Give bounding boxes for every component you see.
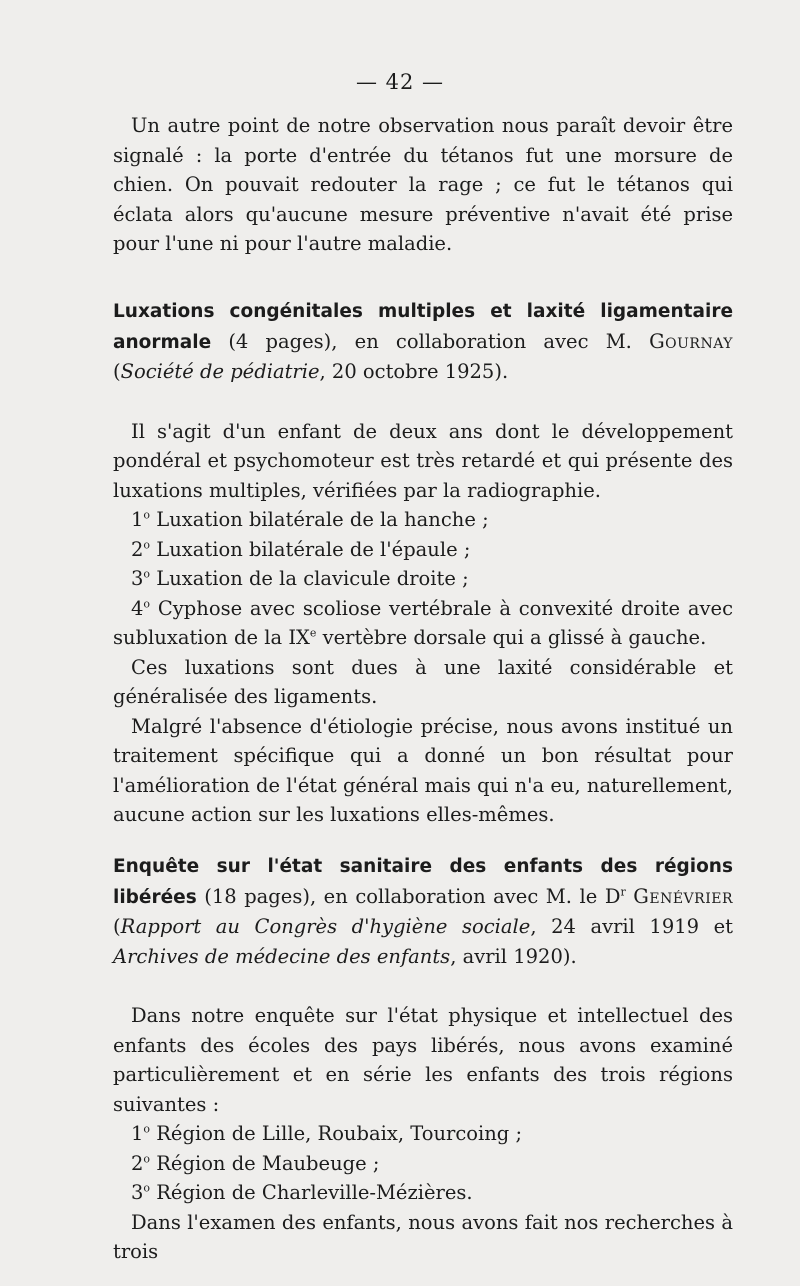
section-luxations <box>113 296 733 830</box>
item-number: 4 <box>131 596 144 620</box>
list-item <box>113 1119 733 1149</box>
intro-paragraph: Un autre point de notre observation nous paraît devoir être signalé : la porte d'entrée du tétanos fut une morsure de chien. On pouvait redouter la rage ; ce fut le tétanos qui éclata alors qu'aucune mesure préventive n'avait été prise pour l'une ni pour l'autre maladie. <box>113 114 733 255</box>
item-text: Région de Maubeuge ; <box>156 1151 380 1175</box>
item-text: Luxation de la clavicule droite ; <box>156 567 469 590</box>
ref-pages: (4 pages), en collaboration avec M. <box>211 329 650 353</box>
item-number: 2 <box>131 1151 144 1175</box>
ref-mid: , 24 avril 1919 et <box>530 915 733 938</box>
section-paragraph: Dans l'examen des enfants, nous avons fait nos recherches à trois <box>113 1210 733 1263</box>
ref-author: Genévrier <box>633 884 733 908</box>
item-number: 3 <box>131 1181 144 1204</box>
ordinal-mark: o <box>143 508 151 522</box>
section-title: Enquête sur l'état sanitaire des enfants des régions libérées <box>113 856 733 908</box>
item-number: 3 <box>131 567 144 590</box>
ref-journal: Archives de médecine des enfants <box>113 944 451 968</box>
list-item <box>113 1178 733 1208</box>
ref-paren: ( <box>113 915 121 938</box>
item-number: 1 <box>131 1122 144 1145</box>
ordinal-mark: o <box>143 1122 151 1136</box>
list-item <box>113 564 733 594</box>
section-luxations-heading <box>113 296 733 387</box>
section-enquete <box>113 851 733 1267</box>
ordinal-mark: o <box>143 538 151 551</box>
list-item <box>113 1149 733 1179</box>
item-text: Cyphose avec scoliose vertébrale à convexité droite avec subluxation de la IX <box>113 596 734 649</box>
section-paragraph: Ces luxations sont dues à une laxité considérable et généralisée des ligaments. <box>113 655 733 708</box>
ordinal-mark: o <box>143 567 151 581</box>
dr-sup: r <box>620 885 626 898</box>
intro-block <box>113 111 733 259</box>
section-paragraph: Malgré l'absence d'étiologie précise, nous avons institué un traitement spécifique qui a donné un bon résultat pour l'amélioration de l'état général mais qui n'a eu, naturellement, aucune action sur les luxations elles-mêmes. <box>113 714 733 826</box>
section-enquete-heading <box>113 851 733 971</box>
ref-date: , 20 octobre 1925). <box>319 360 509 383</box>
section-title: Luxations congénitales multiples et laxité ligamentaire anormale <box>113 301 733 353</box>
ref-pages: (18 pages), en collaboration avec M. le D <box>196 884 621 908</box>
item-text: vertèbre dorsale qui a glissé à gauche. <box>316 626 707 649</box>
ordinal-mark: o <box>143 1152 151 1165</box>
ref-journal: Société de pédiatrie <box>120 360 320 383</box>
item-number: 2 <box>131 537 144 561</box>
ordinal-mark: e <box>309 626 317 640</box>
item-text: Luxation bilatérale de l'épaule ; <box>156 537 471 561</box>
item-number: 1 <box>131 508 144 531</box>
section-paragraph: Dans notre enquête sur l'état physique et intellectuel des enfants des écoles des pays libérés, nous avons examiné particulièrement et en série les enfants des trois régions suivantes : <box>113 1004 733 1116</box>
ref-author: Gournay <box>649 329 733 353</box>
item-text: Région de Charleville-Mézières. <box>156 1181 473 1204</box>
ref-date: , avril 1920). <box>450 944 577 968</box>
page-number: — 42 — <box>355 70 445 94</box>
ref-paren: ( <box>113 360 121 383</box>
ordinal-mark: o <box>143 1181 151 1195</box>
item-text: Région de Lille, Roubaix, Tourcoing ; <box>156 1122 523 1145</box>
list-item <box>113 505 733 535</box>
item-text: Luxation bilatérale de la hanche ; <box>156 508 489 531</box>
list-item <box>113 594 733 653</box>
section-paragraph: Il s'agit d'un enfant de deux ans dont le développement pondéral et psychomoteur est très retardé et qui présente des luxations multiples, vérifiées par la radiographie. <box>113 419 733 502</box>
ref-journal: Rapport au Congrès d'hygiène sociale <box>120 915 531 938</box>
ordinal-mark: o <box>143 597 151 610</box>
list-item <box>113 535 733 565</box>
